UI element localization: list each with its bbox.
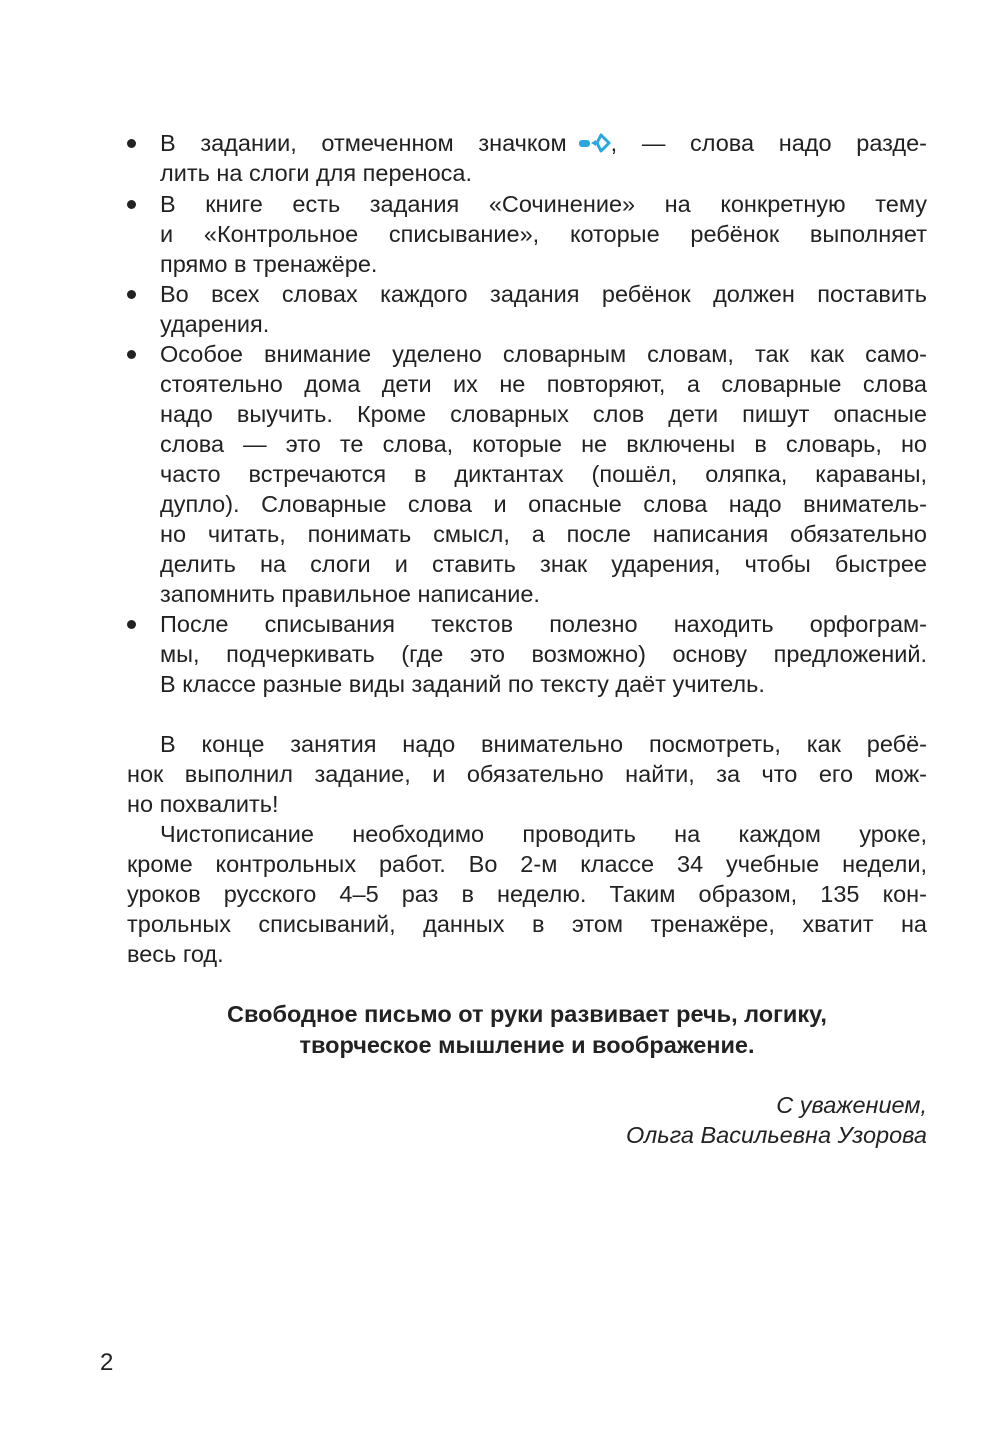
bullet-4-line-8: делить на слоги и ставить знак ударения, чтобы быстрее [160,551,927,577]
paragraph-2-line-2: кроме контрольных работ. Во 2-м классе 34 учебные недели, [127,851,927,877]
paragraph-1-line-2: нок выполнил задание, и обязательно найти, за что его мож- [127,761,927,787]
bullet-4-line-2: стоятельно дома дети их не повторяют, а словарные слова [160,371,927,397]
syllable-split-icon [579,132,611,154]
signature-name: Ольга Васильевна Узорова [625,1122,927,1148]
bullet-4-line-1: Особое внимание уделено словарным словам, так как само- [160,341,927,367]
bullet-4-line-3: надо выучить. Кроме словарных слов дети пишут опасные [160,401,927,427]
bullet-dot [127,620,136,629]
paragraph-2-line-3: уроков русского 4–5 раз в неделю. Таким образом, 135 кон- [127,881,927,907]
bullet-1-text-a: В задании, отмеченном значком [160,130,567,156]
bullet-1-line-1 [160,128,927,158]
bullet-4-line-9: запомнить правильное написание. [160,581,540,607]
bullet-3-line-2: ударения. [160,311,270,337]
bullet-dot [127,350,136,359]
bullet-4-line-4: слова — это те слова, которые не включены в словарь, но [160,431,927,457]
bullet-dot [127,290,136,299]
motto-line-1: Свободное письмо от руки развивает речь, логику, [227,1001,827,1027]
bullet-2-line-1: В книге есть задания «Сочинение» на конкретную тему [160,191,927,217]
bullet-dot [127,200,136,209]
bullet-4-line-7: но читать, понимать смысл, а после написания обязательно [160,521,927,547]
bullet-1-line-2: лить на слоги для переноса. [160,160,472,186]
bullet-4-line-6: дупло). Словарные слова и опасные слова надо вниматель- [160,491,927,517]
bullet-5-line-1: После списывания текстов полезно находить орфограм- [160,611,927,637]
bullet-4-line-5: часто встречаются в диктантах (пошёл, оляпка, караваны, [160,461,927,487]
paragraph-1-line-1: В конце занятия надо внимательно посмотреть, как ребё- [160,731,927,757]
paragraph-1-line-3: но похвалить! [127,791,279,817]
bullet-2-line-2: и «Контрольное списывание», которые ребёнок выполняет [160,221,927,247]
signature-greeting: С уважением, [776,1092,927,1118]
page-number: 2 [100,1349,114,1376]
bullet-3-line-1: Во всех словах каждого задания ребёнок должен поставить [160,281,927,307]
paragraph-2-line-4: трольных списываний, данных в этом тренажёре, хватит на [127,911,927,937]
bullet-2-line-3: прямо в тренажёре. [160,251,378,277]
bullet-5-line-3: В классе разные виды заданий по тексту даёт учитель. [160,671,765,697]
bullet-5-line-2: мы, подчеркивать (где это возможно) основу предложений. [160,641,927,667]
bullet-1-text-b: , — слова надо разде- [610,130,927,156]
motto-line-2: творческое мышление и воображение. [299,1032,755,1058]
bullet-dot [127,139,136,148]
paragraph-2-line-5: весь год. [127,941,224,967]
paragraph-2-line-1: Чистописание необходимо проводить на каждом уроке, [160,821,927,847]
